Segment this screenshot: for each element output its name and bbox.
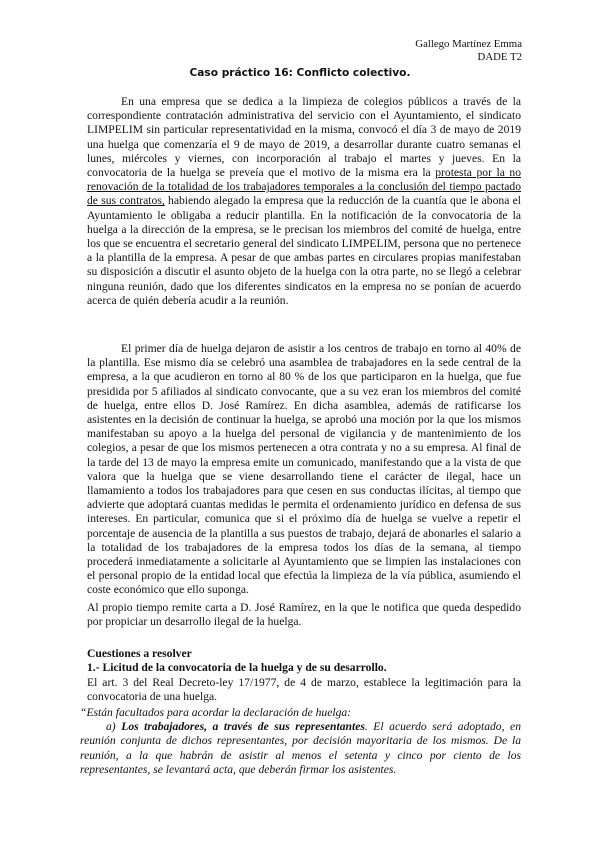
quote-item-text: . El acuerdo será adoptado, en reunión conjunta de dichos representantes, por decisión mayoritaria de los mismos. De la reunión, a la que habrán de asistir al menos el setenta y cinco por ciento de los representantes, se levantará acta, que deberán firmar los asistentes. <box>80 720 521 776</box>
paragraph-3-text: Al propio tiempo remite carta a D. José Ramírez, en la que le notifica que queda despedido por propiciar un desarrollo ilegal de la huelga. <box>87 601 521 629</box>
paragraph-1-after: habiendo alegado la empresa que la reducción de la cuantía que le abona el Ayuntamiento le obligaba a reducir plantilla. En la notificación de la convocatoria de la huelga a la dirección de la empresa, se le precisan los miembros del comité de huelga, entre los que se encuentra el secretario general del sindicato LIMPELIM, persona que no pertenece a la plantilla de la empresa. A pesar de que ambas partes en circulares propias manifestaban su disposición a discutir el asunto objeto de la huelga con la otra parte, no se llegó a celebrar ninguna reunión, dado que los diferentes sindicatos en la empresa no se ponían de acuerdo acerca de quién debería acudir a la reunión. <box>87 194 521 307</box>
paragraph-1 <box>87 95 521 308</box>
page-header <box>415 38 522 64</box>
quote-lead: “Están facultados para acordar la declaración de huelga: <box>80 706 352 719</box>
paragraph-1-text <box>87 95 521 308</box>
questions-heading: Cuestiones a resolver <box>87 647 192 660</box>
document-title: Caso práctico 16: Conflicto colectivo. <box>189 67 411 79</box>
paragraph-2 <box>87 342 521 598</box>
question-1-text: El art. 3 del Real Decreto-ley 17/1977, de 4 de marzo, establece la legitimación para la convocatoria de una huelga. <box>87 676 521 704</box>
author-name: Gallego Martínez Emma <box>415 38 522 50</box>
quote-item-bold: Los trabajadores, a través de sus representantes <box>121 720 365 734</box>
paragraph-1-underlined: protesta por la no renovación de la totalidad de los trabajadores temporales a la conclusión del tiempo pactado de sus contratos, <box>87 166 521 208</box>
paragraph-1-before: En una empresa que se dedica a la limpieza de colegios públicos a través de la correspondiente contratación administrativa del servicio con el Ayuntamiento, el sindicato LIMPELIM sin particular representatividad en la misma, convocó el día 3 de mayo de 2019 una huelga que comenzaría el 9 de mayo de 2019, a desarrollar durante cuatro semanas el lunes, miércoles y viernes, con incorporación al trabajo el martes y jueves. En la convocatoria de la huelga se preveía que el motivo de la misma era la <box>87 95 521 180</box>
question-1-title: 1.- Licitud de la convocatoria de la huelga y de su desarrollo. <box>87 661 387 674</box>
paragraph-2-text: El primer día de huelga dejaron de asistir a los centros de trabajo en torno al 40% de la plantilla. Ese mismo día se celebró una asamblea de trabajadores en la sede central de la empresa, a la que acudieron en torno al 80 % de los que participaron en la huelga, que fue presidida por 5 afiliados al sindicato convocante, que a su vez eran los miembros del comité de huelga, entre ellos D. José Ramírez. En dicha asamblea, además de ratificarse los asistentes en la decisión de continuar la huelga, se aprobó una moción por la que los mismos manifestaban su apoyo a la huelga del personal de vigilancia y de mantenimiento de los colegios, a pesar de que los mismos pertenecen a otra contrata y no a su empresa. Al final de la tarde del 13 de mayo la empresa emite un comunicado, manifestando que a la vista de que valora que la huelga que se viene desarrollando tiene el carácter de ilegal, hace un llamamiento a todos los trabajadores para que cesen en sus conductas ilícitas, al tiempo que advierte que adoptará cuantas medidas le permita el ordenamiento jurídico en defensa de sus intereses. En particular, comunica que si el próximo día de huelga se vuelve a repetir el porcentaje de ausencia de la plantilla a sus puestos de trabajo, dejará de abonarles el salario a la totalidad de los trabajadores de la empresa todos los días de la semana, al tiempo procederá inmediatamente a solicitarle al Ayuntamiento que se limpien las instalaciones con el personal propio de la entidad local que efectúa la limpieza de la vía pública, asumiendo el coste económico que ello suponga. <box>87 342 521 597</box>
quote-item-marker: a) <box>106 720 116 734</box>
paragraph-3 <box>87 601 521 629</box>
quote-item-a <box>80 720 521 777</box>
course-label: DADE T2 <box>477 51 522 63</box>
legal-quote <box>80 706 521 777</box>
